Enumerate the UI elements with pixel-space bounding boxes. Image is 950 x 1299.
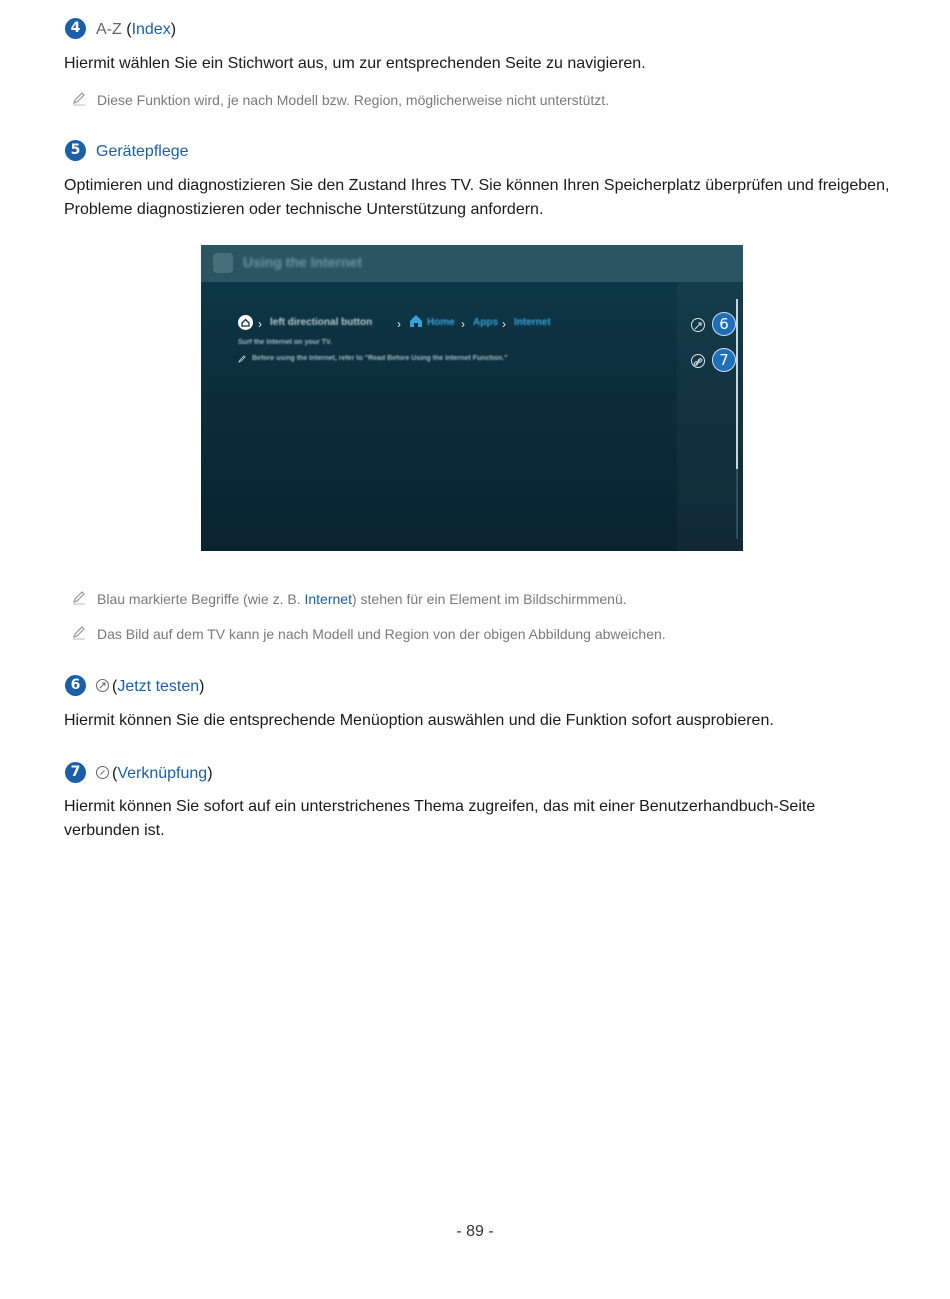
note1-text-pre: Blau markierte Begriffe (wie z. B. (97, 591, 305, 607)
note1-text-post: ) stehen für ein Element im Bildschirmmenü. (351, 591, 627, 607)
tv-header-icon (213, 253, 233, 273)
tv-note-pencil-icon (238, 355, 246, 363)
section4-note: Diese Funktion wird, je nach Modell bzw. Region, möglicherweise nicht unterstützt. (97, 92, 610, 108)
callout-badge-6: 6 (712, 312, 736, 336)
home-icon (408, 313, 424, 329)
breadcrumb-separator-icon: › (502, 317, 506, 331)
step-number-5: 5 (65, 140, 86, 161)
tv-title: Using the Internet (243, 254, 363, 270)
section7-open-paren: ( (112, 765, 118, 782)
step-number-6: 6 (65, 675, 86, 696)
section5-title: Gerätepflege (96, 143, 189, 160)
verknuepfung-term: Verknüpfung (117, 765, 208, 782)
breadcrumb-item-4: Internet (514, 317, 551, 328)
section4-close-paren: ) (170, 21, 177, 38)
home-button-icon (238, 315, 253, 330)
section6-body: Hiermit können Sie die entsprechende Menüoption auswählen und die Funktion sofort ausprobieren. (64, 712, 774, 729)
tv-scrollbar[interactable] (736, 299, 738, 469)
section5-body-line2: Probleme diagnostizieren oder technische Unterstützung anfordern. (64, 201, 544, 218)
note-blue-terms (97, 589, 627, 609)
step-number-7: 7 (65, 762, 86, 783)
tv-note: Before using the Internet, refer to "Read Before Using the Internet Function." (252, 355, 508, 362)
step-number-4: 4 (65, 18, 86, 39)
section7-body-line1: Hiermit können Sie sofort auf ein unterstrichenes Thema zugreifen, das mit einer Benutzerhandbuch-Seite (64, 798, 816, 815)
section7-heading (96, 763, 213, 785)
tv-scroll-track (736, 469, 738, 539)
breadcrumb-separator-icon: › (258, 317, 262, 331)
section4-body: Hiermit wählen Sie ein Stichwort aus, um zur entsprechenden Seite zu navigieren. (64, 55, 646, 72)
pencil-icon (71, 624, 87, 640)
index-term: Index (131, 21, 171, 38)
link-icon[interactable] (691, 354, 705, 368)
pencil-icon (71, 90, 87, 106)
breadcrumb-separator-icon: › (397, 317, 401, 331)
tv-screenshot (201, 245, 743, 551)
try-now-icon (96, 679, 109, 692)
breadcrumb-item-2: Home (427, 317, 455, 328)
pencil-icon (71, 589, 87, 605)
section5-body-line1: Optimieren und diagnostizieren Sie den Zustand Ihres TV. Sie können Ihren Speicherplatz überprüfen und freigeben, (64, 177, 890, 194)
tv-subtitle: Surf the Internet on your TV. (238, 339, 332, 346)
section4-heading (96, 19, 176, 41)
note-image-disclaimer: Das Bild auf dem TV kann je nach Modell und Region von der obigen Abbildung abweichen. (97, 626, 666, 642)
section6-heading (96, 676, 204, 698)
callout-badge-7: 7 (712, 348, 736, 372)
note1-term: Internet (304, 591, 352, 607)
tv-header (201, 245, 743, 282)
page-number: - 89 - (456, 1223, 494, 1240)
breadcrumb-item-1: left directional button (270, 317, 373, 328)
section6-open-paren: ( (112, 678, 118, 695)
section7-body-line2: verbunden ist. (64, 822, 165, 839)
az-icon: A-Z (96, 21, 122, 38)
link-icon (96, 766, 109, 779)
breadcrumb-item-3: Apps (473, 317, 498, 328)
try-now-icon[interactable] (691, 318, 705, 332)
section4-open-paren: ( (126, 21, 132, 38)
section6-close-paren: ) (199, 678, 205, 695)
breadcrumb-separator-icon: › (461, 317, 465, 331)
jetzt-testen-term: Jetzt testen (117, 678, 200, 695)
section7-close-paren: ) (207, 765, 213, 782)
